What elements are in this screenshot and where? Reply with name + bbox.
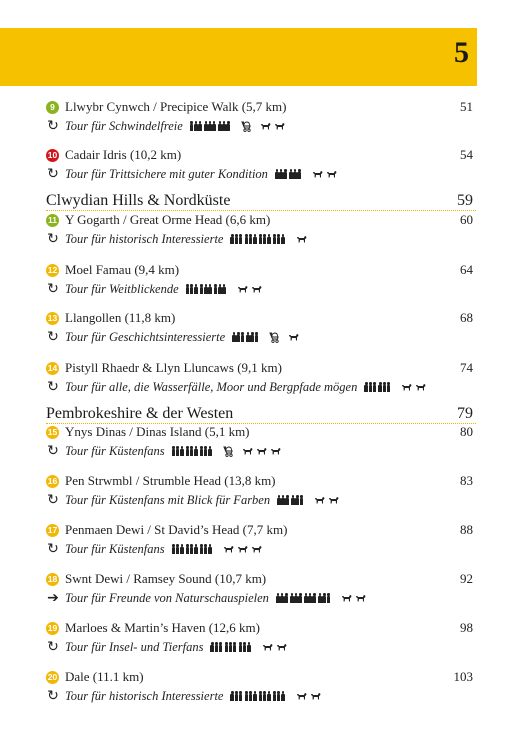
person-icon: [273, 691, 277, 701]
person-icon: [259, 691, 263, 701]
dog-icon: [415, 383, 426, 391]
person-icon: [172, 544, 176, 554]
tour-text: Tour für Küstenfans mit Blick für Farben: [65, 493, 271, 507]
person-icon: [277, 495, 281, 505]
dog-icon: [276, 643, 287, 651]
person-group-icon: [275, 169, 288, 179]
person-icon: [281, 495, 285, 505]
person-icon: [239, 642, 243, 652]
dog-icon: [314, 496, 325, 504]
person-icon: [283, 169, 287, 179]
dog-icon: [326, 170, 337, 178]
tour-text: Tour für Trittsichere mit guter Kondition: [65, 167, 268, 181]
dog-friendly-icons: [262, 643, 287, 651]
route-page-number[interactable]: 64: [460, 262, 473, 277]
person-icon: [194, 446, 198, 456]
person-icon: [230, 691, 234, 701]
tour-text: Tour für Weitblickende: [65, 282, 179, 296]
person-icon: [198, 121, 202, 131]
person-icon: [308, 593, 312, 603]
person-icon: [232, 332, 236, 342]
dog-friendly-icons: [237, 285, 262, 293]
person-group-icon: [204, 121, 217, 131]
person-icon: [176, 446, 180, 456]
dog-icon: [270, 447, 281, 455]
route-number-badge: 11: [48, 215, 57, 225]
person-icon: [281, 234, 285, 244]
tour-description: [65, 590, 366, 606]
loop-arrow-icon: ↻: [47, 443, 59, 459]
person-icon: [247, 642, 251, 652]
route-title[interactable]: Penmaen Dewi / St David’s Head (7,7 km): [65, 522, 288, 537]
dog-icon: [242, 447, 253, 455]
difficulty-people-icons: [172, 446, 214, 456]
person-icon: [291, 495, 295, 505]
dog-icon: [296, 235, 307, 243]
tour-description: [65, 231, 307, 247]
loop-arrow-icon: ↻: [47, 639, 59, 655]
person-icon: [259, 234, 263, 244]
person-icon: [249, 234, 253, 244]
person-icon: [245, 691, 249, 701]
person-group-icon: [172, 446, 185, 456]
person-group-icon: [218, 121, 231, 131]
person-icon: [290, 593, 294, 603]
dog-icon: [251, 545, 262, 553]
person-icon: [281, 691, 285, 701]
loop-arrow-icon: ↻: [47, 379, 59, 395]
person-icon: [364, 382, 368, 392]
person-group-icon: [245, 234, 258, 244]
difficulty-people-icons: [364, 382, 392, 392]
person-group-icon: [291, 495, 304, 505]
route-page-number[interactable]: 54: [460, 147, 473, 162]
person-icon: [295, 495, 299, 505]
route-title[interactable]: Llwybr Cynwch / Precipice Walk (5,7 km): [65, 99, 287, 114]
person-icon: [276, 593, 280, 603]
dog-icon: [256, 447, 267, 455]
person-icon: [243, 642, 247, 652]
tour-text: Tour für Schwindelfreie: [65, 119, 183, 133]
route-number-badge: 17: [47, 525, 58, 535]
tour-text: Tour für historisch Interessierte: [65, 689, 224, 703]
person-icon: [235, 691, 239, 701]
dog-icon: [310, 692, 321, 700]
person-icon: [186, 446, 190, 456]
tour-description: [65, 118, 285, 134]
person-group-icon: [239, 642, 252, 652]
section-title: Pembrokeshire & der Westen: [46, 405, 234, 422]
person-icon: [204, 544, 208, 554]
person-icon: [263, 691, 267, 701]
dog-friendly-icons: [296, 235, 307, 243]
person-icon: [253, 691, 257, 701]
difficulty-people-icons: [230, 691, 286, 701]
section-page-number: 59: [457, 192, 473, 209]
dog-friendly-icons: [341, 594, 366, 602]
person-group-icon: [318, 593, 331, 603]
difficulty-people-icons: [230, 234, 286, 244]
difficulty-people-icons: [275, 169, 303, 179]
person-icon: [200, 544, 204, 554]
person-icon: [219, 642, 223, 652]
right-arrow-icon: ➔: [47, 590, 59, 606]
person-icon: [190, 121, 194, 131]
person-icon: [327, 593, 331, 603]
dog-friendly-icons: [223, 545, 262, 553]
dog-icon: [401, 383, 412, 391]
person-icon: [294, 593, 298, 603]
dog-icon: [328, 496, 339, 504]
person-icon: [214, 284, 218, 294]
loop-arrow-icon: ↻: [47, 688, 59, 704]
dog-friendly-icons: [401, 383, 426, 391]
person-group-icon: [304, 593, 317, 603]
person-icon: [239, 691, 243, 701]
person-icon: [204, 121, 208, 131]
person-group-icon: [200, 544, 213, 554]
person-icon: [273, 234, 277, 244]
route-number-badge: 16: [47, 476, 58, 486]
person-icon: [249, 691, 253, 701]
tour-text: Tour für Geschichtsinteressierte: [65, 330, 226, 344]
section-page-number: 79: [457, 405, 473, 422]
person-icon: [229, 642, 233, 652]
person-icon: [275, 169, 279, 179]
person-icon: [373, 382, 377, 392]
person-icon: [200, 284, 204, 294]
tour-text: Tour für alle, die Wasserfälle, Moor und Bergpfade mögen: [65, 380, 358, 394]
person-icon: [253, 234, 257, 244]
dog-icon: [262, 643, 273, 651]
person-icon: [318, 593, 322, 603]
dog-friendly-icons: [242, 447, 281, 455]
person-group-icon: [200, 446, 213, 456]
loop-arrow-icon: ↻: [47, 281, 59, 297]
route-title[interactable]: Dale (11.1 km): [65, 669, 144, 684]
person-group-icon: [214, 284, 227, 294]
route-number-badge: 13: [47, 313, 58, 323]
dog-icon: [260, 122, 271, 130]
route-title[interactable]: Y Gogarth / Great Orme Head (6,6 km): [65, 212, 271, 227]
person-icon: [312, 593, 316, 603]
person-icon: [222, 284, 226, 294]
person-icon: [369, 382, 373, 392]
route-title[interactable]: Ynys Dinas / Dinas Island (5,1 km): [65, 424, 250, 439]
dog-icon: [288, 333, 299, 341]
dog-icon: [296, 692, 307, 700]
route-page-number[interactable]: 51: [460, 99, 473, 114]
person-group-icon: [245, 691, 258, 701]
person-group-icon: [186, 284, 199, 294]
stroller-icon: [223, 446, 233, 457]
person-icon: [277, 234, 281, 244]
loop-arrow-icon: ↻: [47, 118, 59, 134]
person-icon: [226, 121, 230, 131]
person-group-icon: [273, 691, 286, 701]
loop-arrow-icon: ↻: [47, 492, 59, 508]
dog-icon: [237, 285, 248, 293]
person-group-icon: [259, 234, 272, 244]
person-icon: [186, 284, 190, 294]
tour-description: [65, 166, 337, 182]
route-title[interactable]: Marloes & Martin’s Haven (12,6 km): [65, 620, 260, 635]
person-icon: [267, 234, 271, 244]
tour-description: [65, 443, 281, 459]
person-icon: [383, 382, 387, 392]
tour-description: [65, 639, 287, 655]
person-icon: [289, 169, 293, 179]
person-icon: [194, 544, 198, 554]
loop-arrow-icon: ↻: [47, 231, 59, 247]
person-icon: [236, 332, 240, 342]
person-group-icon: [186, 446, 199, 456]
route-number-badge: 12: [47, 265, 58, 275]
person-icon: [190, 544, 194, 554]
person-icon: [180, 446, 184, 456]
difficulty-people-icons: [186, 284, 228, 294]
difficulty-people-icons: [277, 495, 305, 505]
person-icon: [208, 284, 212, 294]
person-group-icon: [273, 234, 286, 244]
stroller-icon: [241, 121, 251, 132]
route-page-number[interactable]: 80: [460, 424, 473, 439]
section-title: Clwydian Hills & Nordküste: [46, 192, 231, 209]
person-icon: [190, 284, 194, 294]
person-icon: [180, 544, 184, 554]
dog-icon: [274, 122, 285, 130]
route-number-badge: 9: [46, 101, 59, 114]
person-icon: [300, 495, 304, 505]
tour-description: [65, 281, 262, 297]
person-icon: [263, 234, 267, 244]
person-icon: [186, 544, 190, 554]
person-group-icon: [378, 382, 391, 392]
route-title[interactable]: Llangollen (11,8 km): [65, 310, 176, 325]
person-icon: [285, 495, 289, 505]
person-icon: [218, 121, 222, 131]
dog-icon: [251, 285, 262, 293]
person-group-icon: [190, 121, 203, 131]
route-title[interactable]: Moel Famau (9,4 km): [65, 262, 180, 277]
dotted-divider: [46, 210, 476, 211]
person-icon: [255, 332, 259, 342]
route-number-badge: 19: [47, 623, 58, 633]
person-icon: [322, 593, 326, 603]
dog-friendly-icons: [288, 333, 299, 341]
person-icon: [230, 234, 234, 244]
person-group-icon: [364, 382, 377, 392]
person-icon: [218, 284, 222, 294]
route-page-number[interactable]: 88: [460, 522, 473, 537]
route-number-badge: 14: [47, 363, 58, 373]
dog-icon: [237, 545, 248, 553]
person-icon: [194, 284, 198, 294]
tour-text: Tour für Küstenfans: [65, 444, 165, 458]
person-group-icon: [259, 691, 272, 701]
route-page-number[interactable]: 92: [460, 571, 473, 586]
dog-icon: [223, 545, 234, 553]
route-title[interactable]: Pistyll Rhaedr & Llyn Lluncaws (9,1 km): [65, 360, 283, 375]
tour-description: [65, 541, 262, 557]
dog-friendly-icons: [296, 692, 321, 700]
person-group-icon: [200, 284, 213, 294]
person-group-icon: [277, 495, 290, 505]
person-icon: [208, 544, 212, 554]
person-icon: [215, 642, 219, 652]
person-icon: [204, 284, 208, 294]
person-icon: [280, 593, 284, 603]
person-group-icon: [225, 642, 238, 652]
person-icon: [194, 121, 198, 131]
dog-friendly-icons: [260, 122, 285, 130]
person-icon: [210, 642, 214, 652]
person-group-icon: [172, 544, 185, 554]
tour-text: Tour für Freunde von Naturschauspielen: [65, 591, 269, 605]
person-icon: [241, 332, 245, 342]
person-group-icon: [276, 593, 289, 603]
person-group-icon: [230, 691, 243, 701]
person-icon: [208, 121, 212, 131]
person-icon: [246, 332, 250, 342]
person-icon: [387, 382, 391, 392]
person-icon: [176, 544, 180, 554]
tour-text: Tour für Insel- und Tierfans: [65, 640, 204, 654]
person-icon: [204, 446, 208, 456]
route-page-number[interactable]: 74: [460, 360, 473, 375]
loop-arrow-icon: ↻: [47, 329, 59, 345]
person-icon: [239, 234, 243, 244]
route-page-number[interactable]: 103: [453, 669, 473, 684]
difficulty-people-icons: [210, 642, 252, 652]
difficulty-people-icons: [172, 544, 214, 554]
route-title[interactable]: Swnt Dewi / Ramsey Sound (10,7 km): [65, 571, 267, 586]
person-icon: [293, 169, 297, 179]
dog-friendly-icons: [314, 496, 339, 504]
person-group-icon: [246, 332, 259, 342]
route-page-number[interactable]: 60: [460, 212, 473, 227]
person-group-icon: [210, 642, 223, 652]
tour-description: [65, 688, 321, 704]
person-icon: [212, 121, 216, 131]
dog-icon: [355, 594, 366, 602]
route-number-badge: 15: [47, 427, 58, 437]
dog-friendly-icons: [312, 170, 337, 178]
tour-description: [65, 379, 426, 395]
person-icon: [208, 446, 212, 456]
dog-icon: [341, 594, 352, 602]
person-icon: [190, 446, 194, 456]
tour-text: Tour für historisch Interessierte: [65, 232, 224, 246]
loop-arrow-icon: ↻: [47, 166, 59, 182]
route-number-badge: 10: [47, 150, 58, 160]
tour-text: Tour für Küstenfans: [65, 542, 165, 556]
person-icon: [277, 691, 281, 701]
tour-description: [65, 329, 299, 345]
person-icon: [225, 642, 229, 652]
difficulty-people-icons: [190, 121, 232, 131]
person-icon: [297, 169, 301, 179]
person-icon: [172, 446, 176, 456]
route-page-number[interactable]: 83: [460, 473, 473, 488]
person-icon: [250, 332, 254, 342]
person-group-icon: [232, 332, 245, 342]
tour-description: [65, 492, 339, 508]
difficulty-people-icons: [276, 593, 332, 603]
person-group-icon: [186, 544, 199, 554]
route-number-badge: 18: [47, 574, 58, 584]
route-page-number[interactable]: 68: [460, 310, 473, 325]
person-icon: [200, 446, 204, 456]
person-icon: [222, 121, 226, 131]
dog-icon: [312, 170, 323, 178]
person-group-icon: [230, 234, 243, 244]
person-icon: [233, 642, 237, 652]
person-icon: [267, 691, 271, 701]
person-icon: [378, 382, 382, 392]
person-icon: [284, 593, 288, 603]
route-page-number[interactable]: 98: [460, 620, 473, 635]
person-group-icon: [289, 169, 302, 179]
person-icon: [304, 593, 308, 603]
person-icon: [245, 234, 249, 244]
route-number-badge: 20: [47, 672, 58, 682]
person-icon: [235, 234, 239, 244]
difficulty-people-icons: [232, 332, 260, 342]
page-number: 5: [454, 36, 469, 69]
person-icon: [298, 593, 302, 603]
route-title[interactable]: Pen Strwmbl / Strumble Head (13,8 km): [65, 473, 276, 488]
route-title[interactable]: Cadair Idris (10,2 km): [65, 147, 182, 162]
person-group-icon: [290, 593, 303, 603]
stroller-icon: [269, 332, 279, 343]
loop-arrow-icon: ↻: [47, 541, 59, 557]
person-icon: [279, 169, 283, 179]
